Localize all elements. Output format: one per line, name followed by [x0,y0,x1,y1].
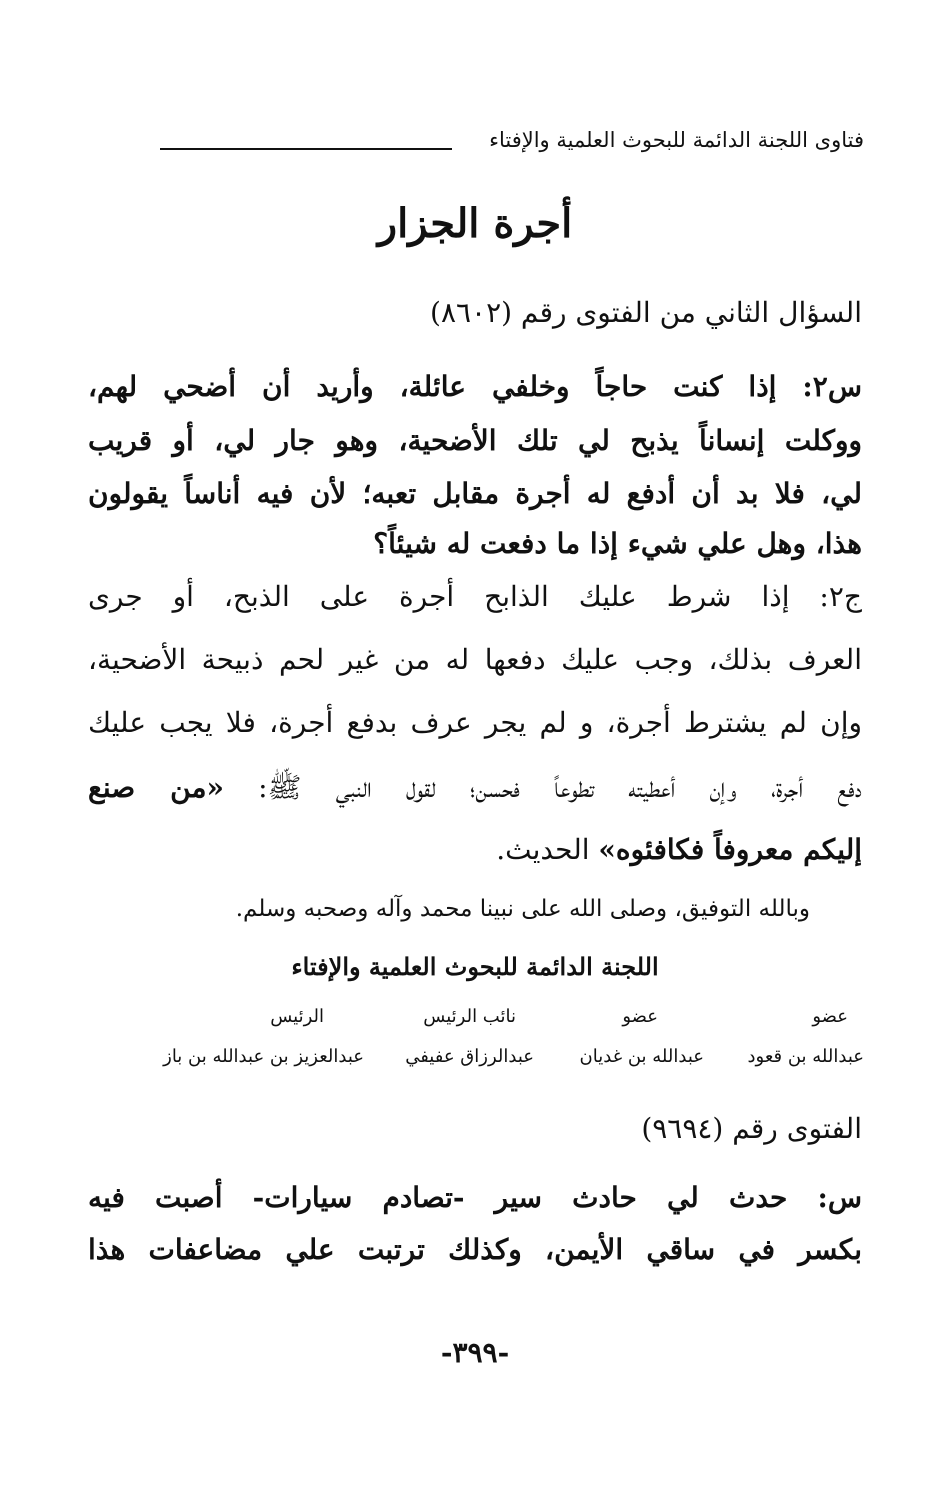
fatwa-heading: الفتوى رقم (٩٦٩٤) [641,1112,862,1145]
question-line: لي، فلا بد أن أدفع له أجرة مقابل تعبه؛ لأن فيه أناساً يقولون [88,477,862,510]
header-rule [160,148,452,150]
answer-line [88,771,862,811]
signature-role: عضو [622,1006,658,1027]
signature-name: عبدالعزيز بن عبدالله بن باز [163,1046,364,1067]
answer-line: ج٢: إذا شرط عليك الذابح أجرة على الذبح، أو جرى [88,580,862,613]
answer-text: الحديث. [496,833,599,866]
question-line: بكسر في ساقي الأيمن، وكذلك ترتبت علي مضاعفات هذا [88,1233,862,1266]
signature-role: عضو [812,1006,848,1027]
signature-role: الرئيس [270,1006,324,1027]
signature-roles [166,1006,864,1036]
running-title: فتاوى اللجنة الدائمة للبحوث العلمية والإفتاء [489,128,864,152]
signature-name: عبدالرزاق عفيفي [405,1046,534,1067]
hadith-quote: «من صنع [88,771,224,804]
question-line: س: حدث لي حادث سير -تصادم سيارات- أصبت فيه [88,1181,862,1214]
signature-name: عبدالله بن قعود [747,1046,864,1067]
signature-names [163,1046,864,1076]
signature-role: نائب الرئيس [423,1006,516,1027]
committee-name: اللجنة الدائمة للبحوث العلمية والإفتاء [291,952,659,981]
section-title: أجرة الجزار [377,200,573,247]
page-number: -٣٩٩- [440,1336,510,1369]
question-line: هذا، وهل علي شيء إذا ما دفعت له شيئاً؟ [373,527,862,560]
question-line: ووكلت إنساناً يذبح لي تلك الأضحية، وهو جار لي، أو قريب [88,424,862,457]
answer-text: دفع أجرة، وإن أعطيته تطوعاً فحسن؛ لقول النبي ﷺ: [223,771,863,804]
answer-line: وإن لم يشترط أجرة، و لم يجر عرف بدفع أجرة، فلا يجب عليك [88,706,862,739]
answer-line: العرف بذلك، وجب عليك دفعها له من غير لحم ذبيحة الأضحية، [88,643,862,676]
hadith-quote: إليكم معروفاً فكافئوه» [598,833,862,866]
closing-formula: وبالله التوفيق، وصلى الله على نبينا محمد وآله وصحبه وسلم. [235,896,810,922]
fatwa-heading: السؤال الثاني من الفتوى رقم (٨٦٠٢) [430,296,862,329]
question-line: س٢: إذا كنت حاجاً وخلفي عائلة، وأريد أن أضحي لهم، [88,370,862,403]
running-header [160,128,864,162]
answer-line [496,833,862,866]
signature-name: عبدالله بن غديان [579,1046,704,1067]
